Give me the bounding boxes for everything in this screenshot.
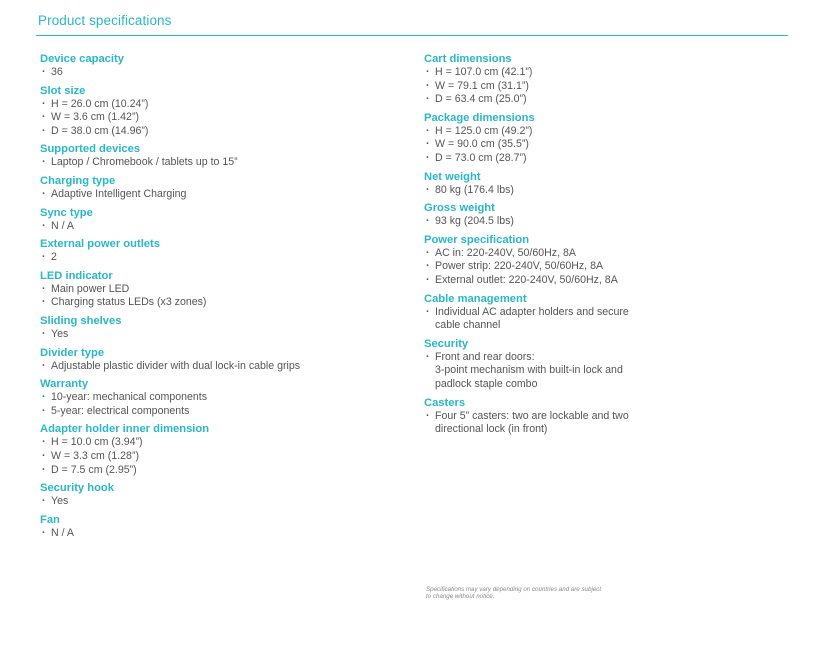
- spec-value: · H = 107.0 cm (42.1”): [424, 66, 724, 80]
- spec-item: [424, 292, 724, 333]
- spec-title: External power outlets: [40, 238, 160, 251]
- spec-item: [40, 422, 400, 477]
- spec-title: Cable management: [424, 292, 527, 305]
- spec-title: Net weight: [424, 170, 481, 183]
- spec-value: · Laptop / Chromebook / tablets up to 15”: [40, 156, 400, 170]
- spec-value: · W = 3.3 cm (1.28”): [40, 450, 400, 464]
- spec-value: · 93 kg (204.5 lbs): [424, 215, 724, 229]
- spec-column-left: [40, 52, 400, 544]
- spec-item: [40, 269, 400, 310]
- spec-value: · N / A: [40, 220, 400, 234]
- spec-value: · Adjustable plastic divider with dual lock-in cable grips: [40, 360, 400, 374]
- spec-value: · Yes: [40, 495, 400, 509]
- spec-item: [40, 206, 400, 234]
- spec-value: · W = 90.0 cm (35.5”): [424, 138, 724, 152]
- spec-item: [40, 481, 400, 509]
- spec-title: Fan: [40, 513, 60, 526]
- spec-value: · Power strip: 220-240V, 50/60Hz, 8A: [424, 260, 724, 274]
- spec-value: · AC in: 220-240V, 50/60Hz, 8A: [424, 247, 724, 261]
- disclaimer-line: to change without notice.: [426, 593, 495, 601]
- spec-title: Gross weight: [424, 202, 495, 215]
- spec-item: [424, 233, 724, 288]
- spec-title: Security hook: [40, 482, 114, 495]
- spec-item: [424, 52, 724, 107]
- spec-title: Adapter holder inner dimension: [40, 423, 210, 436]
- spec-item: [40, 377, 400, 418]
- spec-title: Warranty: [40, 378, 89, 391]
- section-header: [36, 11, 788, 36]
- spec-value: · Individual AC adapter holders and secure: [424, 306, 724, 320]
- spec-title: Slot size: [40, 84, 86, 97]
- spec-value: · Adaptive Intelligent Charging: [40, 188, 400, 202]
- spec-value: · N / A: [40, 527, 400, 541]
- spec-column-right: [424, 52, 724, 441]
- spec-title: Sliding shelves: [40, 314, 122, 327]
- spec-title: LED indicator: [40, 269, 113, 282]
- spec-value: · D = 73.0 cm (28.7”): [424, 152, 724, 166]
- spec-item: [40, 314, 400, 342]
- spec-title: Security: [424, 337, 469, 350]
- spec-item: [40, 142, 400, 170]
- spec-value: · 80 kg (176.4 lbs): [424, 184, 724, 198]
- spec-value: · Front and rear doors:: [424, 351, 724, 365]
- spec-title: Supported devices: [40, 143, 141, 156]
- spec-value: · External outlet: 220-240V, 50/60Hz, 8A: [424, 274, 724, 288]
- spec-value: · 5-year: electrical components: [40, 405, 400, 419]
- spec-title: Charging type: [40, 174, 116, 187]
- spec-title: Divider type: [40, 346, 105, 359]
- spec-item: [40, 52, 400, 80]
- spec-item: [40, 84, 400, 139]
- spec-value: · Charging status LEDs (x3 zones): [40, 296, 400, 310]
- disclaimer-line: Specifications may vary depending on countries and are subject: [426, 586, 602, 593]
- spec-value: · D = 7.5 cm (2.95”): [40, 464, 400, 478]
- spec-title: Package dimensions: [424, 111, 535, 124]
- spec-value: padlock staple combo: [435, 377, 538, 390]
- spec-value: cable channel: [435, 319, 501, 332]
- spec-value: · H = 26.0 cm (10.24”): [40, 98, 400, 112]
- spec-value: · Yes: [40, 328, 400, 342]
- page-title: Product specifications: [38, 13, 172, 28]
- spec-value: · W = 79.1 cm (31.1”): [424, 80, 724, 94]
- spec-item: [40, 513, 400, 541]
- spec-item: [424, 396, 724, 437]
- spec-value: · 10-year: mechanical components: [40, 391, 400, 405]
- spec-value: · H = 10.0 cm (3.94”): [40, 436, 400, 450]
- spec-value: 3-point mechanism with built-in lock and: [435, 364, 623, 377]
- spec-item: [424, 337, 724, 392]
- spec-item: [40, 237, 400, 265]
- disclaimer-note: [426, 586, 686, 601]
- spec-title: Sync type: [40, 206, 93, 219]
- spec-title: Power specification: [424, 233, 530, 246]
- spec-value: · 2: [40, 251, 400, 265]
- spec-item: [40, 174, 400, 202]
- spec-title: Device capacity: [40, 53, 124, 65]
- spec-value: directional lock (in front): [435, 423, 548, 436]
- spec-value: · Four 5” casters: two are lockable and two: [424, 410, 724, 424]
- spec-value: · W = 3.6 cm (1.42”): [40, 111, 400, 125]
- spec-value: · D = 63.4 cm (25.0”): [424, 93, 724, 107]
- spec-item: [424, 170, 724, 198]
- spec-title: Cart dimensions: [424, 53, 512, 65]
- spec-item: [40, 346, 400, 374]
- spec-value: · Main power LED: [40, 283, 400, 297]
- spec-item: [424, 201, 724, 229]
- spec-value: · D = 38.0 cm (14.96”): [40, 125, 400, 139]
- spec-item: [424, 111, 724, 166]
- spec-value: · 36: [40, 66, 400, 80]
- spec-value: · H = 125.0 cm (49.2”): [424, 125, 724, 139]
- spec-title: Casters: [424, 396, 466, 409]
